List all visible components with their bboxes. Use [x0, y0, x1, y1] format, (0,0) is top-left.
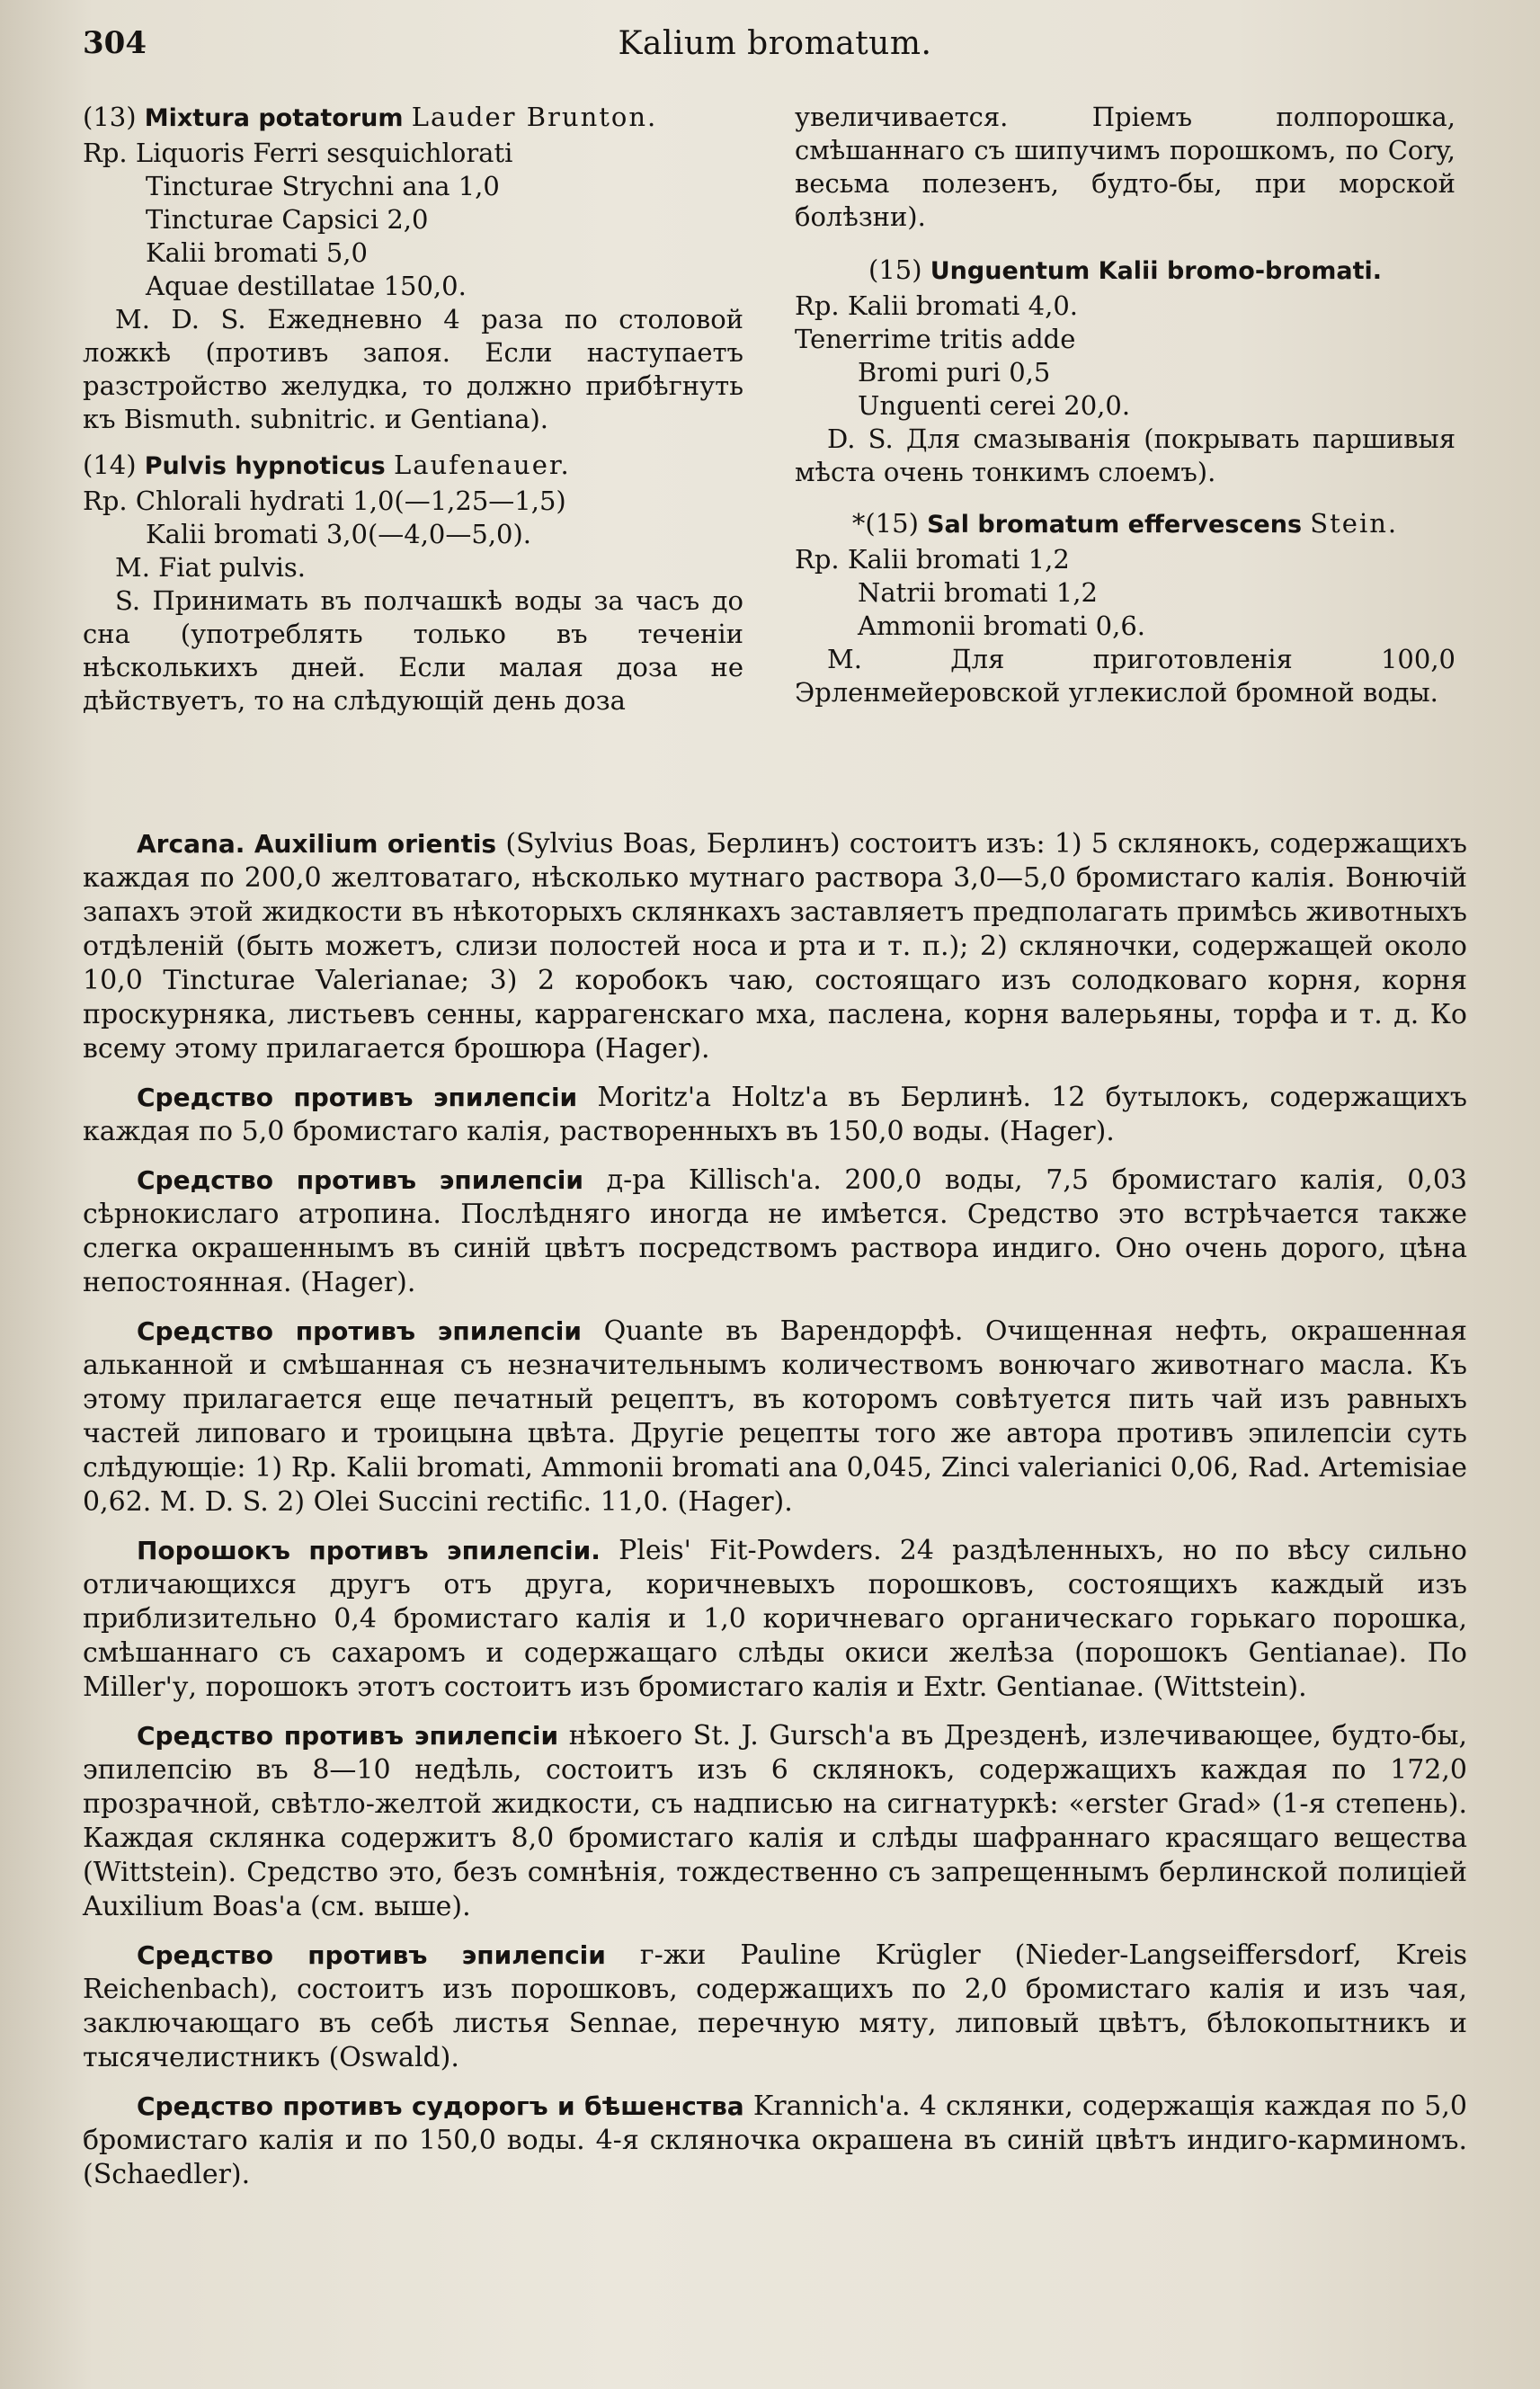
paragraph	[83, 1719, 1467, 1924]
recipe-14	[83, 449, 743, 718]
recipe-directions: D. S. Для смазыванія (покрывать паршивыя мѣста очень тонкимъ слоемъ).	[795, 423, 1455, 487]
recipe-name: Sal bromatum effervescens	[927, 511, 1303, 539]
paragraph-lead: Средство противъ эпилепсіи	[137, 1165, 584, 1195]
recipe-number: *(15)	[851, 508, 919, 539]
recipe-directions: M. D. S. Ежедневно 4 раза по столовой ложкѣ (противъ запоя. Если наступаетъ разстройство желудка, то должно прибѣгнуть къ Bismuth. subnitric. и Gentiana).	[83, 304, 743, 434]
recipe-13	[83, 101, 743, 436]
paragraph-lead: Средство противъ эпилепсіи	[137, 1940, 606, 1970]
recipe-15	[795, 254, 1455, 489]
rx-line: Rp. Kalii bromati 1,2	[795, 544, 1070, 575]
recipe-title	[83, 449, 743, 483]
paragraph-lead: Средство противъ эпилепсіи	[137, 1721, 559, 1751]
rx-line: Bromi puri 0,5	[858, 357, 1051, 388]
recipe-name: Unguentum Kalii bromo-bromati.	[930, 257, 1382, 285]
recipe-directions: M. Для приготовленія 100,0 Эрленмейеровской углекислой бромной воды.	[795, 644, 1455, 708]
recipe-author: Lauder Brunton.	[411, 102, 658, 132]
rx-line: Kalii bromati 5,0	[146, 237, 368, 268]
running-title: Kalium bromatum.	[618, 25, 932, 62]
recipe-15-star	[795, 507, 1455, 709]
recipe-title	[795, 254, 1455, 288]
paragraph-text: Moritz'а Holtz'а въ Берлинѣ. 12 бутылокъ, содержащихъ каждая по 5,0 бромистаго калія, растворенныхъ въ 150,0 воды. (Hager).	[83, 1082, 1468, 1147]
paragraph	[83, 1081, 1467, 1149]
paragraph-lead: Средство противъ судорогъ и бѣшенства	[137, 2091, 744, 2121]
rx-line: Natrii bromati 1,2	[858, 577, 1098, 608]
rx-line: Ammonii bromati 0,6.	[858, 611, 1146, 641]
rx-line: Rp. Kalii bromati 4,0.	[795, 290, 1078, 321]
continuation-text: увеличивается. Пріемъ полпорошка, смѣшаннаго съ шипучимъ порошкомъ, по Cory, весьма полезенъ, будто-бы, при морской болѣзни).	[795, 102, 1455, 232]
paragraph	[83, 1315, 1467, 1520]
recipe-directions: S. Принимать въ полчашкѣ воды за часъ до сна (употреблять только въ теченіи нѣсколькихъ дней. Если малая доза не дѣйствуетъ, то на слѣдующій день доза	[83, 585, 743, 716]
recipe-number: (14)	[83, 450, 137, 480]
paragraph-text: Krannich'а. 4 склянки, содержащія каждая по 5,0 бромистаго калія и по 150,0 воды. 4-я скляночка окрашена въ синій цвѣтъ индиго-карминомъ. (Schaedler).	[83, 2090, 1467, 2190]
page-number: 304	[83, 25, 147, 61]
recipe-title	[795, 507, 1455, 541]
paragraph	[83, 1534, 1467, 1705]
recipe-title	[83, 101, 743, 135]
recipe-m-line: M. Fiat pulvis.	[115, 552, 306, 583]
paragraph-lead: Arcana. Auxilium orientis	[137, 829, 497, 859]
rx-line: Unguenti cerei 20,0.	[858, 390, 1131, 421]
paragraph-text: (Sylvius Boas, Берлинъ) состоитъ изъ: 1) 5 склянокъ, содержащихъ каждая по 200,0 желтоватаго, нѣсколько мутнаго раствора 3,0—5,0 бромистаго калія. Вонючій запахъ этой жидкости въ нѣкоторыхъ склянкахъ заставляетъ предполагать примѣсь животныхъ отдѣленій (быть можетъ, слизи полостей носа и рта и т. п.); 2) скляночки, содержащей около 10,0 Tincturae Valerianae; 3) 2 коробокъ чаю, состоящаго изъ солодковаго корня, корня проскурняка, листьевъ сенны, каррагенскаго мха, паслена, корня валерьяны, торфа и т. д. Ко всему этому прилагается брошюра (Hager).	[83, 828, 1467, 1065]
rx-line: Rp. Chlorali hydrati 1,0(—1,25—1,5)	[83, 486, 566, 516]
rx-line: Rp. Liquoris Ferri sesquichlorati	[83, 138, 513, 168]
paragraph-text: нѣкоего St. J. Gursch'а въ Дрезденѣ, излечивающее, будто-бы, эпилепсію въ 8—10 недѣль, состоитъ изъ 6 склянокъ, содержащихъ каждая по 172,0 прозрачной, свѣтло-желтой жидкости, съ надписью на сигнатуркѣ: «erster Grad» (1-я степень). Каждая склянка содержитъ 8,0 бромистаго калія и слѣды шафраннаго красящаго вещества (Wittstein). Средство это, безъ сомнѣнія, тождественно съ запрещеннымъ берлинской полиціей Auxilium Boas'а (см. выше).	[83, 1720, 1467, 1922]
rx-line: Tincturae Capsici 2,0	[146, 204, 429, 235]
right-column	[795, 101, 1455, 722]
body-text	[83, 827, 1467, 2206]
paragraph	[83, 2090, 1467, 2192]
recipe-name: Pulvis hypnoticus	[144, 452, 386, 480]
page-header	[83, 25, 1467, 79]
rx-line: Tenerrime tritis adde	[795, 324, 1076, 354]
rx-line: Tincturae Strychni ana 1,0	[146, 171, 500, 201]
paragraph	[83, 1939, 1467, 2075]
paragraph-text: Quante въ Варендорфѣ. Очищенная нефть, окрашенная альканной и смѣшанная съ незначительнымъ количествомъ вонючаго животнаго масла. Къ этому прилагается еще печатный рецептъ, въ которомъ совѣтуется пить чай изъ равныхъ частей липоваго и троицына цвѣта. Другіе рецепты того же автора противъ эпилепсіи суть слѣдующіе: 1) Rp. Kalii bromati, Ammonii bromati ana 0,045, Zinci valerianici 0,06, Rad. Artemisiae 0,62. M. D. S. 2) Olei Succini rectific. 11,0. (Hager).	[83, 1315, 1467, 1518]
rx-line: Kalii bromati 3,0(—4,0—5,0).	[146, 519, 532, 549]
paragraph-text: г-жи Pauline Krügler (Nieder-Langseiffersdorf, Kreis Reichenbach), состоитъ изъ порошковъ, содержащихъ по 2,0 бромистаго калія и изъ чая, заключающаго въ себѣ листья Sennae, перечную мяту, липовый цвѣтъ, бѣлокопытникъ и тысячелистникъ (Oswald).	[83, 1939, 1467, 2073]
paragraph-text: Pleis' Fit-Powders. 24 раздѣленныхъ, но по вѣсу сильно отличающихся другъ отъ друга, коричневыхъ порошковъ, состоящихъ каждый изъ приблизительно 0,4 бромистаго калія и 1,0 коричневаго органическаго горькаго порошка, смѣшаннаго съ сахаромъ и содержащаго слѣды окиси желѣза (порошокъ Gentianae). По Miller'у, порошокъ этотъ состоитъ изъ бромистаго калія и Extr. Gentianae. (Wittstein).	[83, 1535, 1467, 1703]
paragraph	[83, 1163, 1467, 1300]
paragraph	[83, 827, 1467, 1066]
recipe-author: Stein.	[1310, 508, 1399, 539]
left-column	[83, 101, 743, 730]
paragraph-lead: Порошокъ противъ эпилепсіи.	[137, 1536, 601, 1565]
paragraph-lead: Средство противъ эпилепсіи	[137, 1083, 578, 1112]
recipe-author: Laufenauer.	[393, 450, 571, 480]
recipe-name: Mixtura potatorum	[144, 104, 404, 132]
paragraph-text: д-ра Killisch'а. 200,0 воды, 7,5 бромистаго калія, 0,03 сѣрнокислаго атропина. Послѣдняго иногда не имѣется. Средство это встрѣчается также слегка окрашеннымъ въ синій цвѣтъ посредствомъ раствора индиго. Оно очень дорого, цѣна непостоянная. (Hager).	[83, 1164, 1467, 1298]
rx-line: Aquae destillatae 150,0.	[146, 271, 467, 301]
recipe-number: (13)	[83, 102, 137, 132]
recipe-number: (15)	[868, 254, 922, 285]
paragraph-lead: Средство противъ эпилепсіи	[137, 1316, 582, 1346]
